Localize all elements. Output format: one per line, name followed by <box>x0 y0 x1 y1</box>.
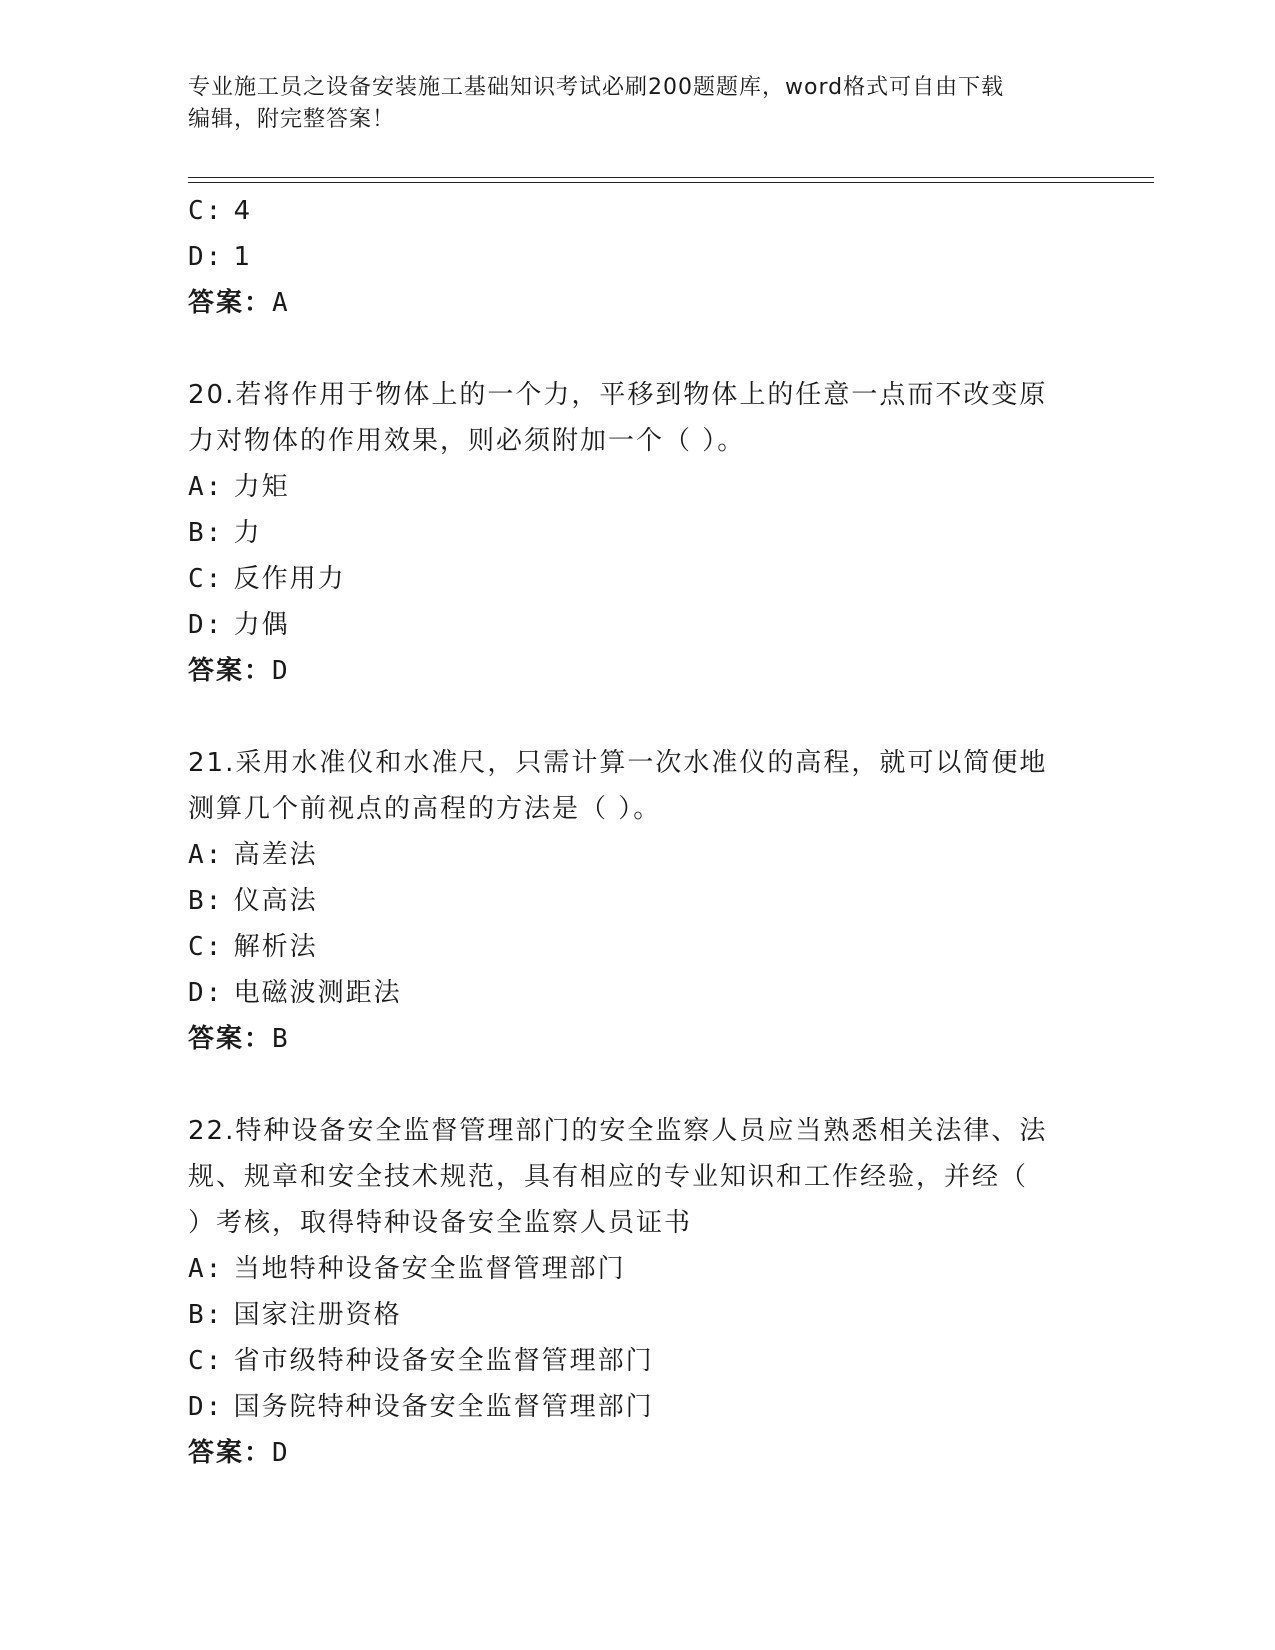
option-b: B: 仪高法 <box>188 886 318 916</box>
option-d: D: 1 <box>188 242 253 272</box>
option-b: B: 力 <box>188 518 262 548</box>
answer-line: 答案：B <box>188 1024 290 1054</box>
option-d: D: 电磁波测距法 <box>188 978 402 1008</box>
previous-question-tail <box>188 188 1088 326</box>
option-a: A: 高差法 <box>188 840 318 870</box>
question-list <box>188 188 1088 1476</box>
answer-line: 答案：D <box>188 656 290 686</box>
answer-line: 答案：A <box>188 288 290 318</box>
question-stem-line: 21.采用水准仪和水准尺，只需计算一次水准仪的高程，就可以简便地 <box>188 748 1048 778</box>
question-22 <box>188 1108 1088 1476</box>
option-b: B: 国家注册资格 <box>188 1300 402 1330</box>
question-stem-line: 力对物体的作用效果，则必须附加一个（ ）。 <box>188 426 746 456</box>
header-rule-bottom <box>188 182 1154 183</box>
option-a: A: 当地特种设备安全监督管理部门 <box>188 1254 626 1284</box>
answer-line: 答案：D <box>188 1438 290 1468</box>
question-stem-line: 测算几个前视点的高程的方法是（ ）。 <box>188 794 662 824</box>
header-line-1: 专业施工员之设备安装施工基础知识考试必刷200题题库，word格式可自由下载 <box>188 75 1005 100</box>
header-rule-top <box>188 177 1154 178</box>
option-a: A: 力矩 <box>188 472 290 502</box>
question-stem-line: 20.若将作用于物体上的一个力，平移到物体上的任意一点而不改变原 <box>188 380 1048 410</box>
option-c: C: 解析法 <box>188 932 318 962</box>
document-header <box>188 72 1088 136</box>
option-d: D: 力偶 <box>188 610 290 640</box>
option-d: D: 国务院特种设备安全监督管理部门 <box>188 1392 654 1422</box>
question-stem-line: 规、规章和安全技术规范，具有相应的专业知识和工作经验，并经（ <box>188 1162 1029 1192</box>
question-stem-line: ）考核，取得特种设备安全监察人员证书 <box>188 1208 693 1238</box>
question-21 <box>188 740 1088 1062</box>
option-c: C: 省市级特种设备安全监督管理部门 <box>188 1346 654 1376</box>
option-c: C: 反作用力 <box>188 564 346 594</box>
question-stem-line: 22.特种设备安全监督管理部门的安全监察人员应当熟悉相关法律、法 <box>188 1116 1048 1146</box>
question-20 <box>188 372 1088 694</box>
option-c: C: 4 <box>188 196 253 226</box>
header-line-2: 编辑，附完整答案！ <box>188 107 396 132</box>
